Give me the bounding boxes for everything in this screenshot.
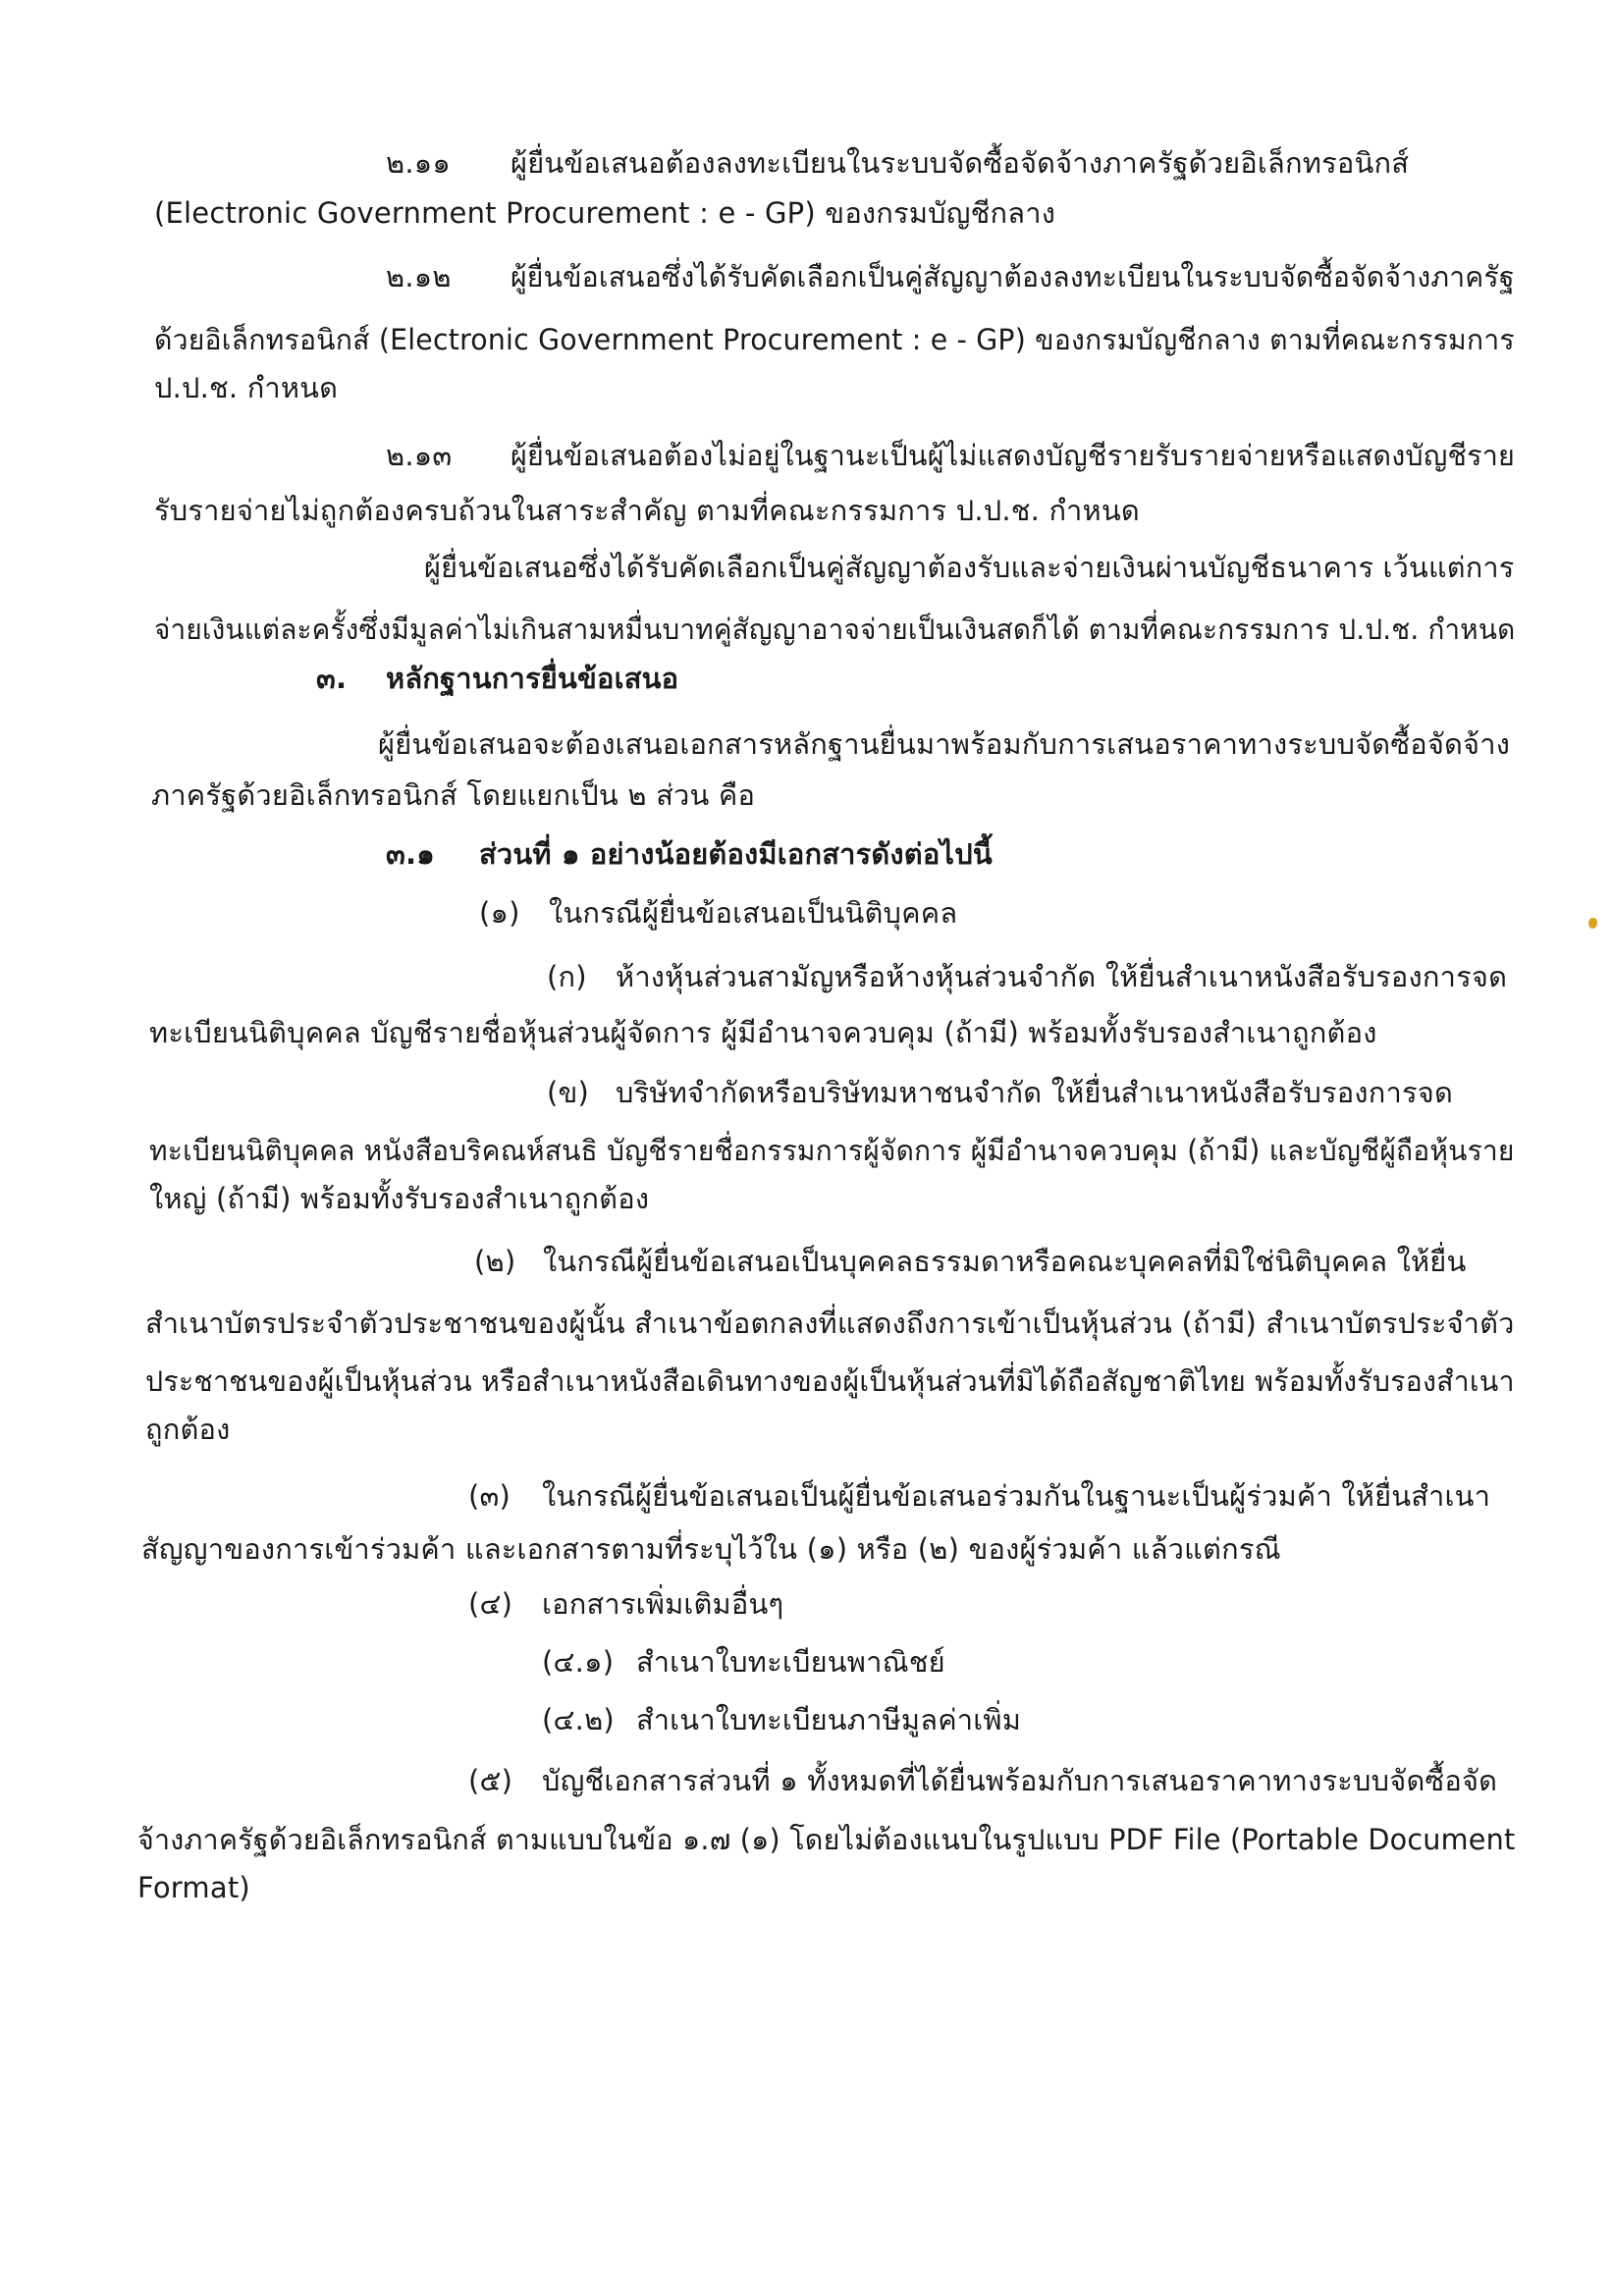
paragraph-line: ผู้ยื่นข้อเสนอต้องลงทะเบียนในระบบจัดซื้อจัดจ้างภาครัฐด้วยอิเล็กทรอนิกส์ [511, 146, 1410, 180]
paragraph-line: ทะเบียนนิติบุคคล บัญชีรายชื่อหุ้นส่วนผู้จัดการ ผู้มีอำนาจควบคุม (ถ้ามี) พร้อมทั้งรับรองสำเนาถูกต้อง [149, 1016, 1377, 1049]
paragraph-line: จ้างภาครัฐด้วยอิเล็กทรอนิกส์ ตามแบบในข้อ ๑.๗ (๑) โดยไม่ต้องแนบในรูปแบบ PDF File (Portable Document [137, 1823, 1516, 1856]
paragraph-line: สำเนาใบทะเบียนภาษีมูลค่าเพิ่ม [636, 1703, 1022, 1736]
sub-item-number: (๔.๒) [542, 1703, 615, 1736]
paragraph-line: รับรายจ่ายไม่ถูกต้องครบถ้วนในสาระสำคัญ ตามที่คณะกรรมการ ป.ป.ช. กำหนด [154, 494, 1140, 527]
section-heading: หลักฐานการยื่นข้อเสนอ [386, 662, 679, 695]
item-number: (๓) [468, 1479, 511, 1513]
scan-speck [1588, 918, 1597, 929]
item-number: (๕) [468, 1764, 513, 1797]
paragraph-line: บริษัทจำกัดหรือบริษัทมหาชนจำกัด ให้ยื่นสำเนาหนังสือรับรองการจด [616, 1076, 1454, 1109]
section-number-3: ๓. [316, 662, 348, 695]
paragraph-line: บัญชีเอกสารส่วนที่ ๑ ทั้งหมดที่ได้ยื่นพร้อมกับการเสนอราคาทางระบบจัดซื้อจัด [542, 1764, 1498, 1797]
paragraph-line: ใหญ่ (ถ้ามี) พร้อมทั้งรับรองสำเนาถูกต้อง [149, 1182, 650, 1215]
item-number: (๔) [468, 1587, 513, 1621]
paragraph-line: ในกรณีผู้ยื่นข้อเสนอเป็นผู้ยื่นข้อเสนอร่วมกันในฐานะเป็นผู้ร่วมค้า ให้ยื่นสำเนา [542, 1479, 1491, 1513]
paragraph-line: สำเนาใบทะเบียนพาณิชย์ [636, 1645, 945, 1679]
paragraph-line: ด้วยอิเล็กทรอนิกส์ (Electronic Government Procurement : e - GP) ของกรมบัญชีกลาง ตามที่คณะกรรมการ [154, 323, 1515, 356]
paragraph-line: จ่ายเงินแต่ละครั้งซึ่งมีมูลค่าไม่เกินสามหมื่นบาทคู่สัญญาอาจจ่ายเป็นเงินสดก็ได้ ตามที่คณะกรรมการ ป.ป.ช. กำหนด [154, 613, 1516, 646]
paragraph-line: เอกสารเพิ่มเติมอื่นๆ [542, 1587, 784, 1621]
paragraph-line: สัญญาของการเข้าร่วมค้า และเอกสารตามที่ระบุไว้ใน (๑) หรือ (๒) ของผู้ร่วมค้า แล้วแต่กรณี [141, 1532, 1281, 1566]
paragraph-line: ผู้ยื่นข้อเสนอซึ่งได้รับคัดเลือกเป็นคู่สัญญาต้องรับและจ่ายเงินผ่านบัญชีธนาคาร เว้นแต่การ [424, 551, 1515, 584]
paragraph-line: ห้างหุ้นส่วนสามัญหรือห้างหุ้นส่วนจำกัด ให้ยื่นสำเนาหนังสือรับรองการจด [616, 960, 1508, 993]
paragraph-line: ผู้ยื่นข้อเสนอต้องไม่อยู่ในฐานะเป็นผู้ไม่แสดงบัญชีรายรับรายจ่ายหรือแสดงบัญชีราย [511, 439, 1516, 472]
paragraph-line: ถูกต้อง [145, 1413, 231, 1446]
sub-item-number: (ก) [547, 960, 587, 993]
item-number: (๑) [479, 896, 520, 930]
paragraph-line: Format) [137, 1871, 250, 1904]
paragraph-line: ผู้ยื่นข้อเสนอจะต้องเสนอเอกสารหลักฐานยื่นมาพร้อมกับการเสนอราคาทางระบบจัดซื้อจัดจ้าง [378, 727, 1511, 761]
sub-item-number: (๔.๑) [542, 1645, 615, 1679]
section-heading: ส่วนที่ ๑ อย่างน้อยต้องมีเอกสารดังต่อไปนี้ [479, 837, 993, 871]
paragraph-line: ป.ป.ช. กำหนด [154, 371, 339, 404]
paragraph-line: สำเนาบัตรประจำตัวประชาชนของผู้นั้น สำเนาข้อตกลงที่แสดงถึงการเข้าเป็นหุ้นส่วน (ถ้ามี) สำเนาบัตรประจำตัว [145, 1307, 1515, 1340]
paragraph-line: (Electronic Government Procurement : e - GP) ของกรมบัญชีกลาง [154, 196, 1056, 230]
section-number-2-13: ๒.๑๓ [386, 439, 453, 472]
paragraph-line: ในกรณีผู้ยื่นข้อเสนอเป็นนิติบุคคล [549, 896, 958, 930]
section-number-2-11: ๒.๑๑ [386, 146, 451, 180]
sub-item-number: (ข) [547, 1076, 590, 1109]
paragraph-line: ภาครัฐด้วยอิเล็กทรอนิกส์ โดยแยกเป็น ๒ ส่วน คือ [151, 778, 756, 812]
paragraph-line: ประชาชนของผู้เป็นหุ้นส่วน หรือสำเนาหนังสือเดินทางของผู้เป็นหุ้นส่วนที่มิได้ถือสัญชาติไทย พร้อมทั้งรับรองสำเนา [145, 1364, 1515, 1398]
paragraph-line: ในกรณีผู้ยื่นข้อเสนอเป็นบุคคลธรรมดาหรือคณะบุคคลที่มิใช่นิติบุคคล ให้ยื่น [543, 1245, 1467, 1278]
section-number-2-12: ๒.๑๒ [386, 260, 452, 294]
item-number: (๒) [474, 1245, 516, 1278]
paragraph-line: ทะเบียนนิติบุคคล หนังสือบริคณห์สนธิ บัญชีรายชื่อกรรมการผู้จัดการ ผู้มีอำนาจควบคุม (ถ้ามี) และบัญชีผู้ถือหุ้นราย [149, 1134, 1515, 1167]
section-number-3-1: ๓.๑ [386, 837, 435, 871]
paragraph-line: ผู้ยื่นข้อเสนอซึ่งได้รับคัดเลือกเป็นคู่สัญญาต้องลงทะเบียนในระบบจัดซื้อจัดจ้างภาครัฐ [511, 260, 1515, 294]
